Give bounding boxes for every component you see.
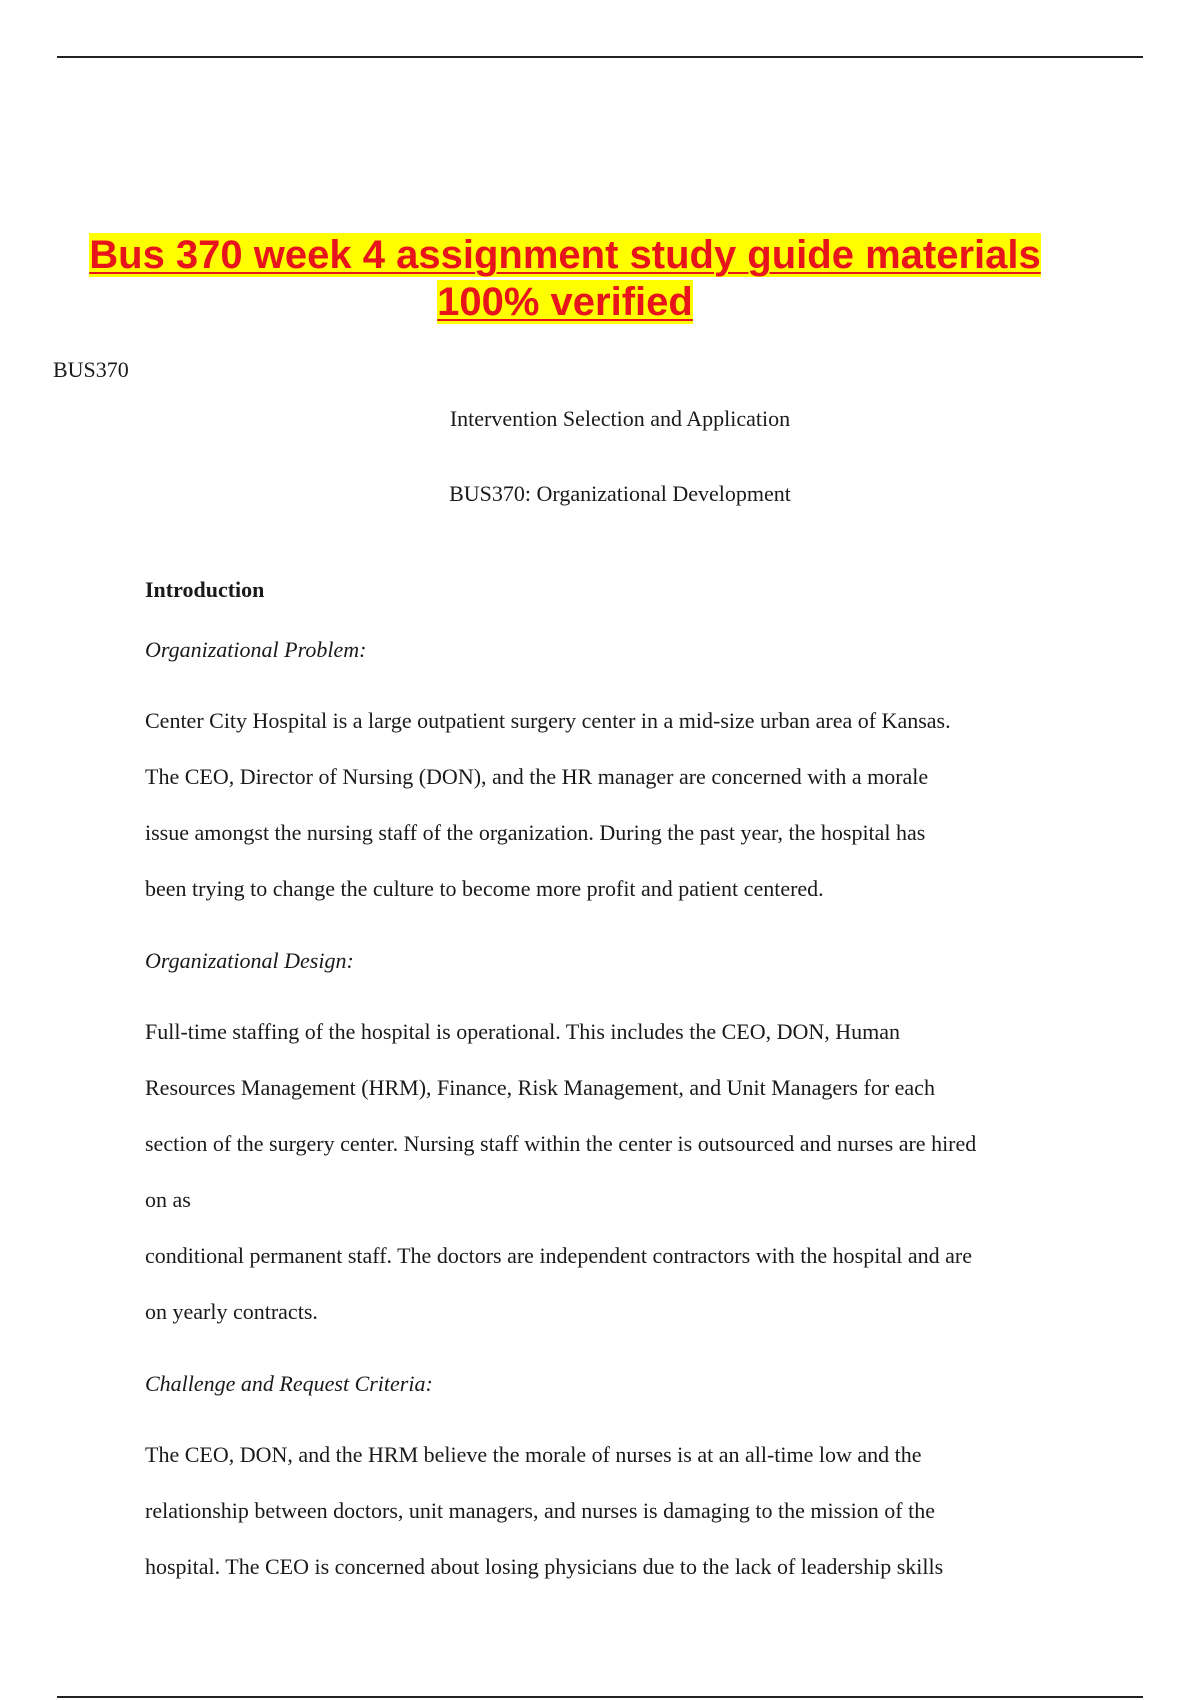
section-heading-challenge-criteria: Challenge and Request Criteria: <box>145 1371 433 1396</box>
top-rule <box>57 56 1143 58</box>
paragraph-line: The CEO, DON, and the HRM believe the morale of nurses is at an all-time low and the <box>145 1442 922 1467</box>
bottom-rule <box>57 1696 1143 1698</box>
paragraph-line: Resources Management (HRM), Finance, Risk Management, and Unit Managers for each <box>145 1075 935 1100</box>
banner-title <box>60 232 1070 326</box>
document-body <box>145 574 1085 1623</box>
section-heading-organizational-problem: Organizational Problem: <box>145 637 367 662</box>
paragraph-line: on yearly contracts. <box>145 1299 318 1324</box>
paragraph-line: issue amongst the nursing staff of the organization. During the past year, the hospital has <box>145 820 926 845</box>
paragraph-line: relationship between doctors, unit managers, and nurses is damaging to the mission of the <box>145 1498 936 1523</box>
introduction-heading: Introduction <box>145 577 265 602</box>
paragraph-line: section of the surgery center. Nursing staff within the center is outsourced and nurses are hired <box>145 1131 977 1156</box>
paragraph-line: been trying to change the culture to become more profit and patient centered. <box>145 876 824 901</box>
paragraph-line: conditional permanent staff. The doctors are independent contractors with the hospital and are <box>145 1243 972 1268</box>
paragraph-organizational-problem <box>145 693 1085 917</box>
paper-title: Intervention Selection and Application <box>449 406 791 431</box>
paragraph-organizational-design <box>145 1004 1085 1340</box>
course-code: BUS370 <box>53 357 129 382</box>
paragraph-challenge-criteria <box>145 1427 1085 1595</box>
paragraph-line: Full-time staffing of the hospital is operational. This includes the CEO, DON, Human <box>145 1019 901 1044</box>
paragraph-line: Center City Hospital is a large outpatient surgery center in a mid-size urban area of Kansas. <box>145 708 951 733</box>
section-heading-organizational-design: Organizational Design: <box>145 948 354 973</box>
paragraph-line: on as <box>145 1187 191 1212</box>
paragraph-line: hospital. The CEO is concerned about losing physicians due to the lack of leadership skills <box>145 1554 944 1579</box>
banner-title-text: Bus 370 week 4 assignment study guide materials 100% verified <box>89 233 1041 324</box>
paragraph-line: The CEO, Director of Nursing (DON), and the HR manager are concerned with a morale <box>145 764 929 789</box>
course-name: BUS370: Organizational Development <box>449 481 791 506</box>
